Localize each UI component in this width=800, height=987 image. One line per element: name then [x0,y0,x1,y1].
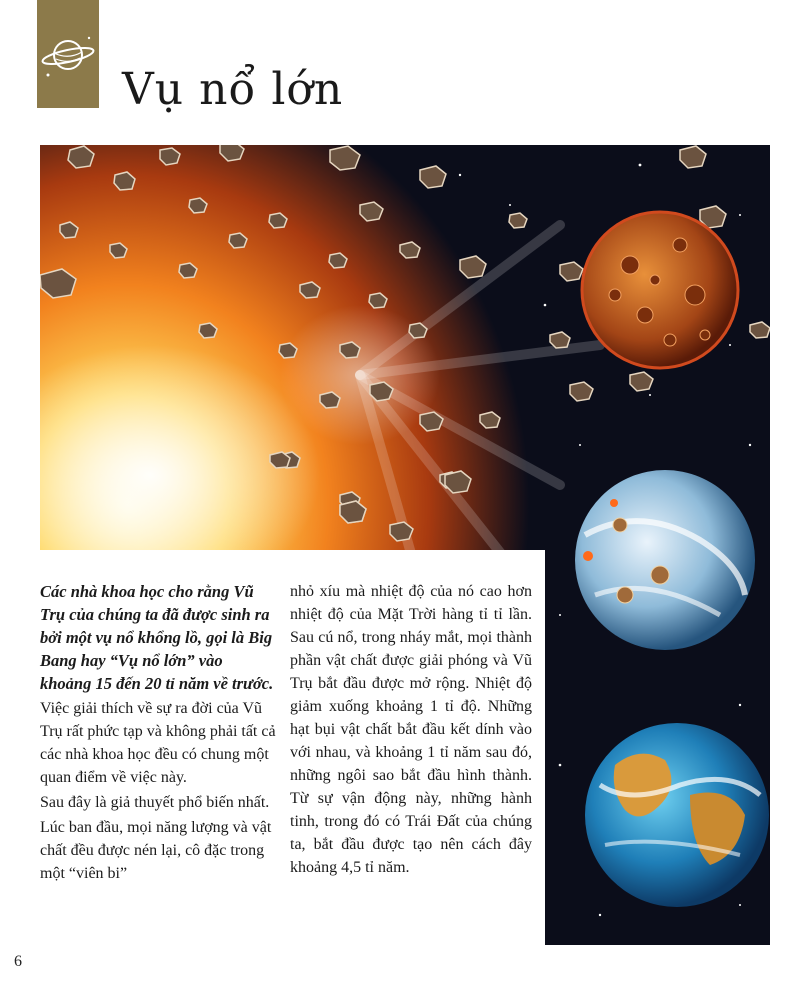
ringed-planet-icon [41,30,95,80]
emblem-tab [37,0,99,108]
article-column-left [40,580,278,887]
body-paragraph: nhỏ xíu mà nhiệt độ của nó cao hơn nhiệt độ của Mặt Trời hàng tỉ tỉ lần. Sau cú nổ, trong nháy mắt, mọi thành phần vật chất được giải phóng và Vũ Trụ bắt đầu được mở rộng. Nhiệt độ giảm xuống khoảng 1 tỉ độ. Những hạt bụi vật chất bắt đầu kết dính vào với nhau, và khoảng 1 tỉ năm sau đó, những ngôi sao bắt đầu hình thành. Từ sự vận động này, những hành tinh, trong đó có Trái Đất của chúng ta, bắt đầu được tạo nên cách đây khoảng 4,5 tỉ năm. [290,583,532,876]
page-title: Vụ nổ lớn [122,64,344,115]
body-paragraph: Lúc ban đầu, mọi năng lượng và vật chất đều được nén lại, cô đặc trong một “viên bi” [40,819,272,882]
body-paragraph: Sau đây là giả thuyết phổ biến nhất. [40,794,270,811]
body-paragraph: Việc giải thích về sự ra đời của Vũ Trụ rất phức tạp và không phải tất cả các nhà khoa học đều có chung một quan điểm về việc này. [40,700,276,786]
article-column-right [290,580,532,881]
page-number: 6 [14,953,22,970]
lead-paragraph: Các nhà khoa học cho rằng Vũ Trụ của chúng ta đã được sinh ra bởi một vụ nổ khổng lồ, gọi là Big Bang hay “Vụ nổ lớn” vào khoảng 15 đến 20 tỉ năm về trước. [40,582,274,693]
